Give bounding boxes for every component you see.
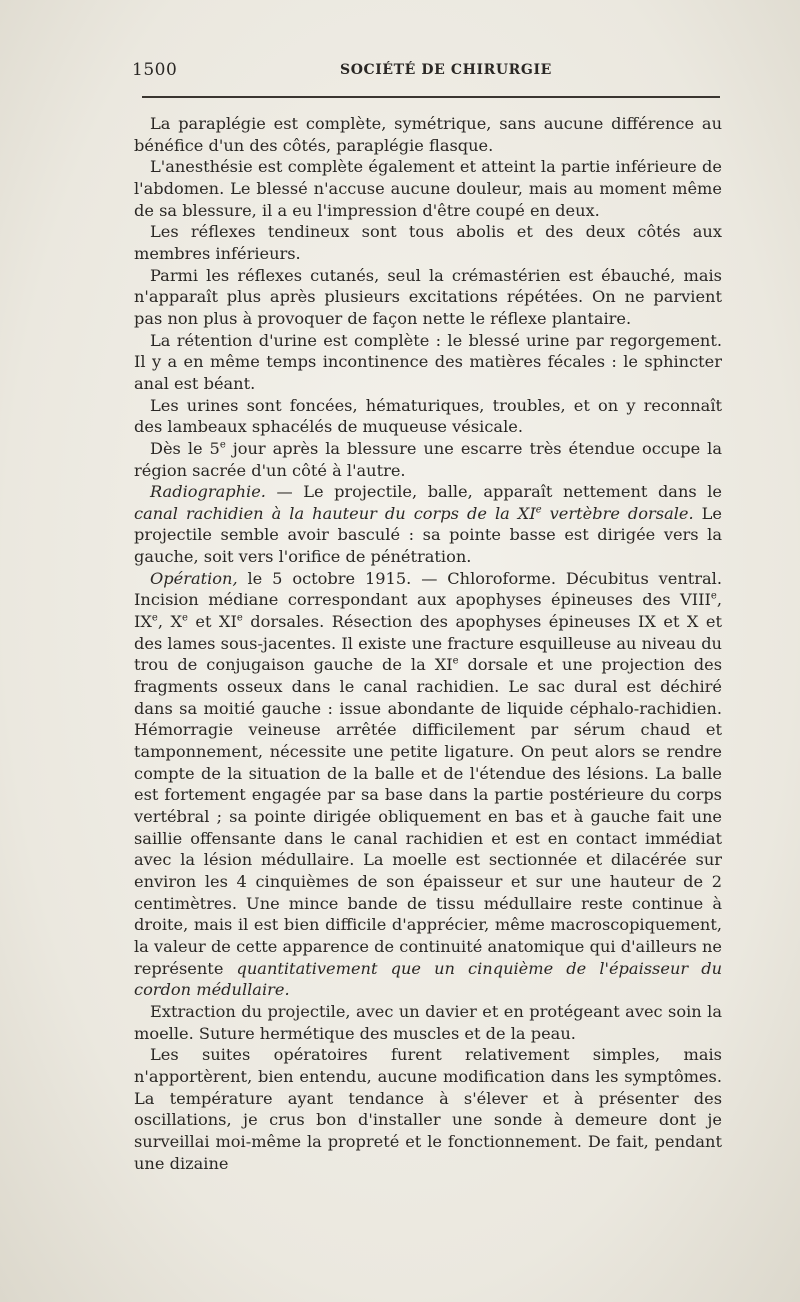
paragraph-cutaneous-reflexes: Parmi les réflexes cutanés, seul la crémastérien est ébauché, mais n'apparaît plus après plusieurs excitations répétées. On ne parvient pas non plus à provoquer de façon nette le réflexe plantaire.: [134, 265, 722, 328]
paragraph-urines: Les urines sont foncées, hématuriques, troubles, et on y reconnaît des lambeaux sphacélés de muqueuse vésicale.: [134, 395, 722, 437]
page-header: [132, 60, 722, 84]
paragraph-anesthesia: L'anesthésie est complète également et atteint la partie inférieure de l'abdomen. Le blessé n'accuse aucune douleur, mais au moment même de sa blessure, il a eu l'impression d'être coupé en deux.: [134, 157, 722, 220]
paragraph-escarre: Dès le 5e jour après la blessure une escarre très étendue occupe la région sacrée d'un côté à l'autre.: [134, 438, 722, 480]
operation-label: Opération,: [150, 568, 238, 588]
paragraph-radiography: Radiographie. — Le projectile, balle, apparaît nettement dans le canal rachidien à la hauteur du corps de la XIe vertèbre dorsale. Le projectile semble avoir basculé : sa pointe basse est dirigée vers la gauche, soit vers l'orifice de pénétration.: [134, 482, 722, 567]
paragraph-paraplegia: La paraplégie est complète, symétrique, sans aucune différence au bénéfice d'un des côtés, paraplégie flasque.: [134, 114, 722, 155]
paragraph-operation: Opération, le 5 octobre 1915. — Chloroforme. Décubitus ventral. Incision médiane correspondant aux apophyses épineuses des VIIIe, IXe, Xe et XIe dorsales. Résection des apophyses épineuses IX et X et des lames sous-jacentes. Il existe une fracture esquilleuse au niveau du trou de conjugaison gauche de la XIe dorsale et une projection des fragments osseux dans le canal rachidien. Le sac dural est déchiré dans sa moitié gauche : issue abondante de liquide céphalo-rachidien. Hémorragie veineuse arrêtée difficilement par sérum chaud et tamponnement, nécessite une petite ligature. On peut alors se rendre compte de la situation de la balle et de l'étendue des lésions. La balle est fortement engagée par sa base dans la partie postérieure du corps vertébral ; sa pointe dirigée obliquement en bas et à gauche fait une saillie offensante dans le canal rachidien et est en contact immédiat avec la lésion médullaire. La moelle est sectionnée et dilacérée sur environ les 4 cinquièmes de son épaisseur et sur une hauteur de 2 centimètres. Une mince bande de tissu médullaire reste continue à droite, mais il est bien difficile d'apprécier, même macroscopiquement, la valeur de cette apparence de continuité anatomique qui d'ailleurs ne représente quantitativement que un cinquième de l'épaisseur du cordon médullaire.: [134, 568, 723, 1000]
radiography-label: Radiographie.: [150, 482, 266, 502]
page-number: 1500: [132, 60, 178, 80]
running-title: SOCIÉTÉ DE CHIRURGIE: [340, 62, 552, 78]
paragraph-tendon-reflexes: Les réflexes tendineux sont tous abolis et des deux côtés aux membres inférieurs.: [134, 222, 722, 263]
paragraph-extraction: Extraction du projectile, avec un davier et en protégeant avec soin la moelle. Suture hermétique des muscles et de la peau.: [134, 1001, 722, 1043]
header-rule: [142, 96, 720, 98]
body-text: [134, 113, 722, 1174]
paragraph-urine-retention: La rétention d'urine est complète : le blessé urine par regorgement. Il y a en même temps incontinence des matières fécales : le sphincter anal est béant.: [134, 330, 722, 393]
paragraph-postoperative: Les suites opératoires furent relativement simples, mais n'apportèrent, bien entendu, aucune modification dans les symptômes. La température ayant tendance à s'élever et à présenter des oscillations, je crus bon d'installer une sonde à demeure dont je surveillai moi-même la propreté et le fonctionnement. De fait, pendant une dizaine: [134, 1045, 722, 1173]
